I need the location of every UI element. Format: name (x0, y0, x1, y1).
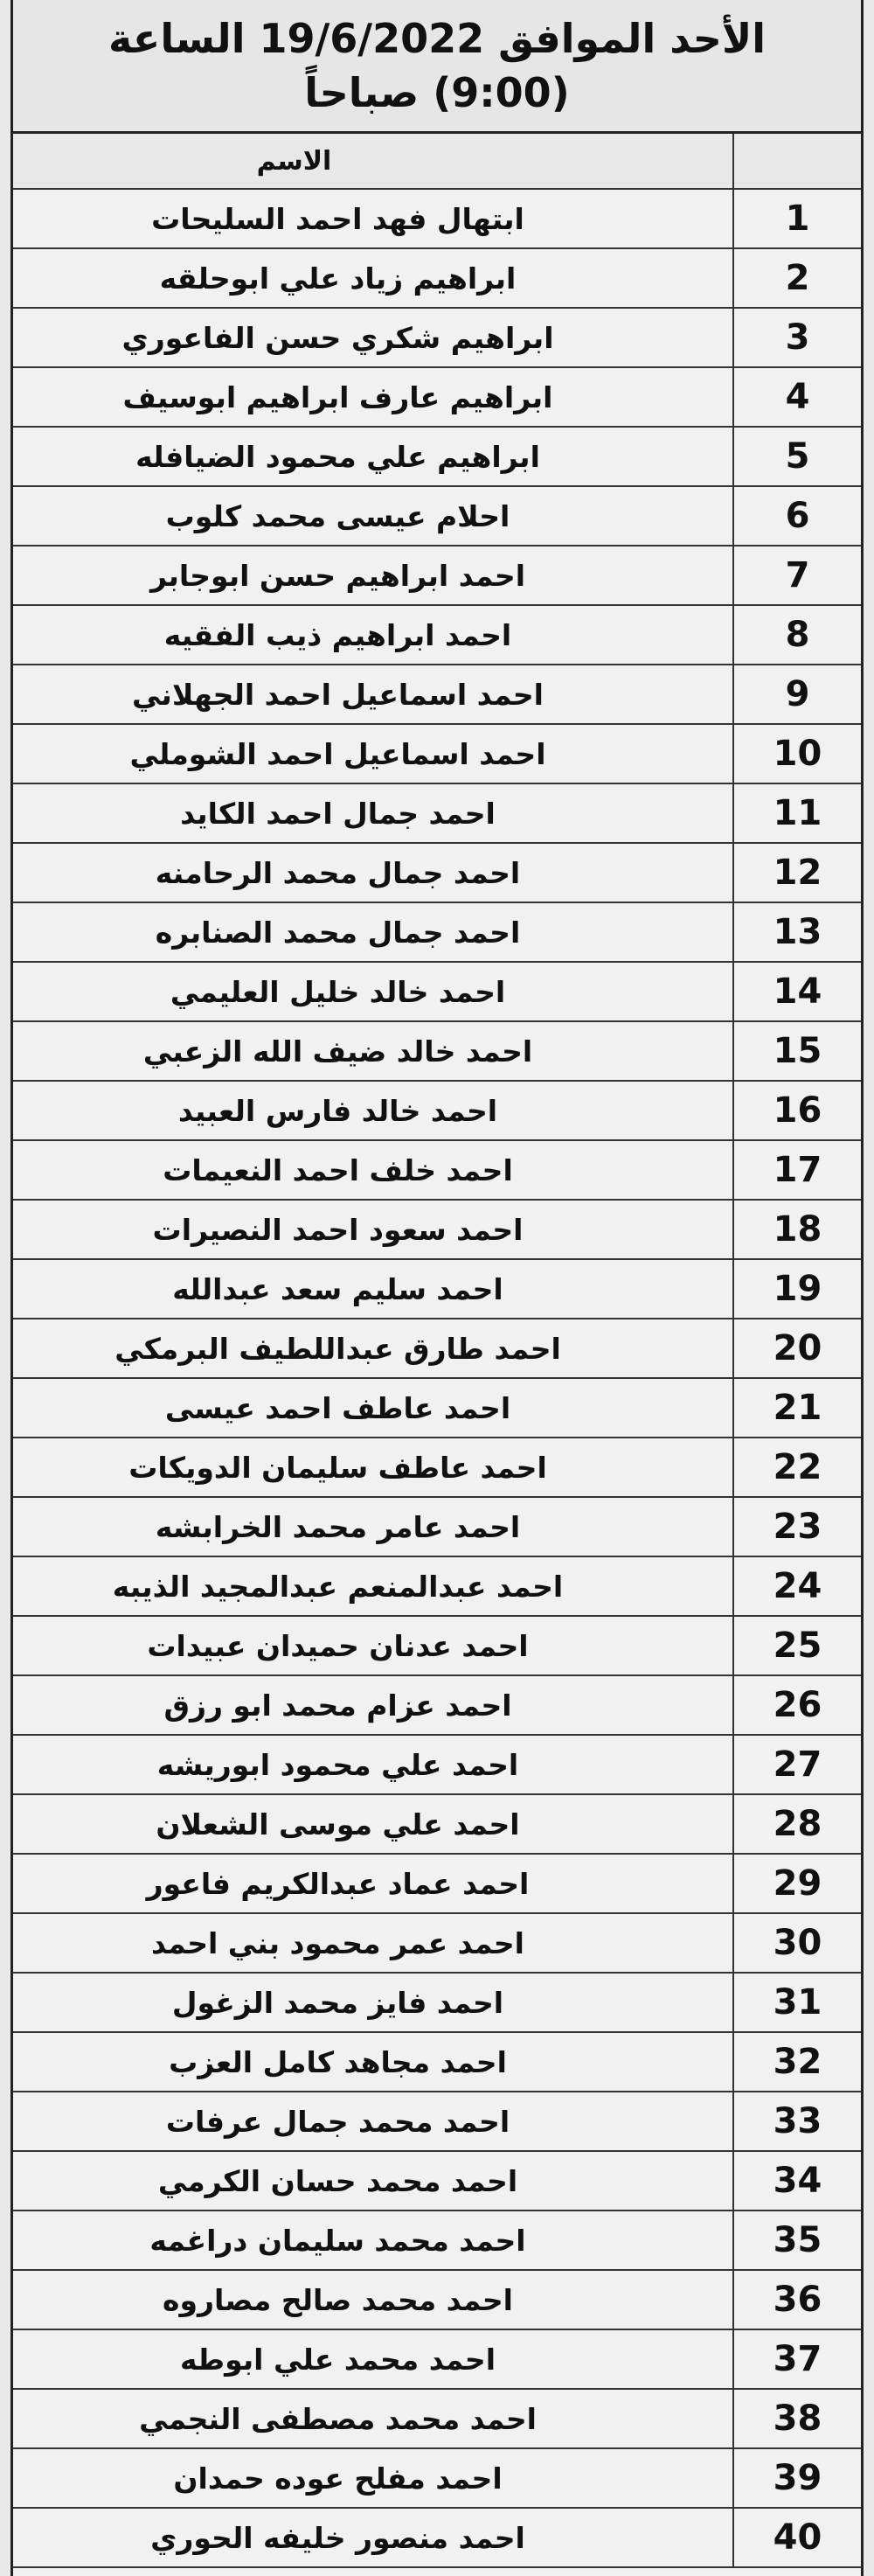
row-number: 8 (733, 605, 861, 665)
row-name: احمد اسماعيل احمد الشوملي (13, 724, 733, 783)
row-name: احمد جمال محمد الصنابره (13, 902, 733, 962)
row-number: 37 (733, 2329, 861, 2389)
table-row (13, 2151, 861, 2210)
row-name: احمد سعود احمد النصيرات (13, 1200, 733, 1259)
row-number: 19 (733, 1259, 861, 1319)
row-name: احمد مفلح عوده حمدان (13, 2448, 733, 2508)
row-number: 15 (733, 1021, 861, 1081)
table-row (13, 1438, 861, 1497)
table-row (13, 248, 861, 308)
table-row (13, 902, 861, 962)
row-number: 3 (733, 308, 861, 367)
row-name: احمد علي موسى الشعلان (13, 1794, 733, 1854)
schedule-sheet (10, 0, 864, 2576)
row-number: 9 (733, 665, 861, 724)
row-number: 27 (733, 1735, 861, 1794)
header-time-line: (9:00) صباحاً (304, 69, 570, 116)
row-name: احمد طارق عبداللطيف البرمكي (13, 1319, 733, 1378)
row-number: 29 (733, 1854, 861, 1913)
row-name: ابتهال فهد احمد السليحات (13, 189, 733, 248)
names-table (13, 134, 861, 2568)
row-name: احمد اسماعيل احمد الجهلاني (13, 665, 733, 724)
table-row (13, 1378, 861, 1438)
table-row (13, 2270, 861, 2329)
row-name: احمد محمد حسان الكرمي (13, 2151, 733, 2210)
row-number: 31 (733, 1973, 861, 2032)
name-column-header: الاسم (13, 134, 733, 189)
row-name: احمد محمد جمال عرفات (13, 2092, 733, 2151)
row-number: 38 (733, 2389, 861, 2448)
row-name: احمد محمد مصطفى النجمي (13, 2389, 733, 2448)
row-name: احمد محمد علي ابوطه (13, 2329, 733, 2389)
row-name: احمد عاطف سليمان الدويكات (13, 1438, 733, 1497)
table-row (13, 1497, 861, 1556)
row-number: 20 (733, 1319, 861, 1378)
row-name: احمد خالد ضيف الله الزعبي (13, 1021, 733, 1081)
table-row (13, 486, 861, 546)
row-number: 26 (733, 1675, 861, 1735)
row-number: 35 (733, 2210, 861, 2270)
row-number: 10 (733, 724, 861, 783)
row-number: 28 (733, 1794, 861, 1854)
row-number: 36 (733, 2270, 861, 2329)
row-name: احمد خالد خليل العليمي (13, 962, 733, 1021)
table-row (13, 1794, 861, 1854)
row-number: 34 (733, 2151, 861, 2210)
row-name: ابراهيم علي محمود الضيافله (13, 427, 733, 486)
table-row (13, 189, 861, 248)
row-number: 23 (733, 1497, 861, 1556)
table-row (13, 665, 861, 724)
row-name: احمد عبدالمنعم عبدالمجيد الذيبه (13, 1556, 733, 1616)
table-row (13, 308, 861, 367)
row-name: احمد محمد سليمان دراغمه (13, 2210, 733, 2270)
table-row (13, 427, 861, 486)
table-row (13, 1319, 861, 1378)
table-row (13, 1081, 861, 1140)
row-number: 12 (733, 843, 861, 902)
table-row (13, 2508, 861, 2567)
table-row (13, 1913, 861, 1973)
row-name: احمد ابراهيم حسن ابوجابر (13, 546, 733, 605)
row-number: 22 (733, 1438, 861, 1497)
row-name: احمد عامر محمد الخرابشه (13, 1497, 733, 1556)
row-number: 1 (733, 189, 861, 248)
row-name: احمد عدنان حميدان عبيدات (13, 1616, 733, 1675)
table-row (13, 724, 861, 783)
table-row (13, 367, 861, 427)
table-row (13, 1021, 861, 1081)
row-number: 11 (733, 783, 861, 843)
table-row (13, 843, 861, 902)
row-name: ابراهيم شكري حسن الفاعوري (13, 308, 733, 367)
row-name: احمد محمد صالح مصاروه (13, 2270, 733, 2329)
table-row (13, 962, 861, 1021)
row-number: 16 (733, 1081, 861, 1140)
row-name: احمد سليم سعد عبدالله (13, 1259, 733, 1319)
row-number: 33 (733, 2092, 861, 2151)
row-number: 7 (733, 546, 861, 605)
row-number: 24 (733, 1556, 861, 1616)
table-row (13, 1675, 861, 1735)
row-name: احمد عزام محمد ابو رزق (13, 1675, 733, 1735)
row-name: ابراهيم زياد علي ابوحلقه (13, 248, 733, 308)
schedule-header (13, 0, 861, 134)
row-name: احمد مجاهد كامل العزب (13, 2032, 733, 2092)
row-number: 18 (733, 1200, 861, 1259)
table-header-row (13, 134, 861, 189)
table-row (13, 1556, 861, 1616)
header-date-line: الأحد الموافق 19/6/2022 الساعة (108, 15, 766, 62)
row-number: 25 (733, 1616, 861, 1675)
row-number: 40 (733, 2508, 861, 2567)
row-number: 14 (733, 962, 861, 1021)
row-number: 6 (733, 486, 861, 546)
row-number: 5 (733, 427, 861, 486)
row-number: 30 (733, 1913, 861, 1973)
table-row (13, 2032, 861, 2092)
table-row (13, 1616, 861, 1675)
row-number: 4 (733, 367, 861, 427)
table-row (13, 2329, 861, 2389)
table-row (13, 2092, 861, 2151)
row-name: احمد عاطف احمد عيسى (13, 1378, 733, 1438)
number-column-header (733, 134, 861, 189)
row-number: 32 (733, 2032, 861, 2092)
row-number: 13 (733, 902, 861, 962)
row-name: احمد خالد فارس العبيد (13, 1081, 733, 1140)
row-number: 17 (733, 1140, 861, 1200)
row-name: احمد علي محمود ابوريشه (13, 1735, 733, 1794)
table-row (13, 1140, 861, 1200)
table-row (13, 1854, 861, 1913)
row-number: 2 (733, 248, 861, 308)
table-row (13, 1200, 861, 1259)
row-name: احمد خلف احمد النعيمات (13, 1140, 733, 1200)
row-name: احمد جمال محمد الرحامنه (13, 843, 733, 902)
table-row (13, 783, 861, 843)
row-name: احمد عمر محمود بني احمد (13, 1913, 733, 1973)
row-name: احمد فايز محمد الزغول (13, 1973, 733, 2032)
table-row (13, 2448, 861, 2508)
table-row (13, 2389, 861, 2448)
table-row (13, 546, 861, 605)
table-row (13, 605, 861, 665)
row-name: احمد ابراهيم ذيب الفقيه (13, 605, 733, 665)
row-name: احلام عيسى محمد كلوب (13, 486, 733, 546)
row-number: 39 (733, 2448, 861, 2508)
table-row (13, 1735, 861, 1794)
row-number: 21 (733, 1378, 861, 1438)
row-name: احمد عماد عبدالكريم فاعور (13, 1854, 733, 1913)
table-row (13, 1259, 861, 1319)
table-row (13, 2210, 861, 2270)
row-name: احمد منصور خليفه الحوري (13, 2508, 733, 2567)
row-name: ابراهيم عارف ابراهيم ابوسيف (13, 367, 733, 427)
table-row (13, 1973, 861, 2032)
row-name: احمد جمال احمد الكايد (13, 783, 733, 843)
